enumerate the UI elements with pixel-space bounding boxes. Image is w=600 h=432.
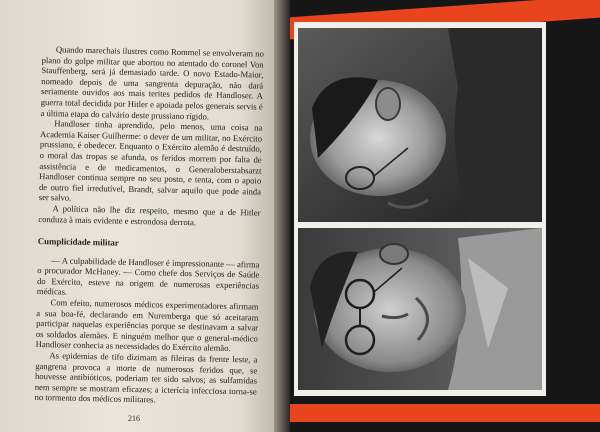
orange-band-bottom (290, 404, 600, 422)
portrait-top-photo (298, 28, 542, 222)
section-heading: Cumplicidade militar (37, 236, 119, 248)
portrait-top-image (298, 28, 542, 222)
left-page (0, 0, 282, 432)
section-paragraph-1: — A culpabilidade de Handloser é impressionante — afirma o procurador McHaney. — Como chefe dos Serviços de Saúde do Exército, esteve na origem de numerosas experiências médicas. (36, 254, 260, 298)
section-paragraph-2: Com efeito, numerosos médicos experimentadores afirmam a sua boa-fé, declarando em Nuremberga que só aceitaram participar naquelas experiências porque se destinavam a salvar os soldados alemães. E ninguém melhor que o general-médico Handloser conhecia as necessidades do Exército alemão. (35, 297, 259, 354)
section-paragraph-3: As epidemias de tifo dizimam as fileiras da frente leste, a gangrena provoca a morte de numerosos feridos que, se houvesse antibióticos, poderiam ter sido salvos; as sulfamidas nem sempre se mostram eficazes; a icterícia infecciosa torna-se no tormento dos médicos militares. (34, 350, 258, 405)
paragraph-3: A política não lhe diz respeito, mesmo que a de Hitler conduza à mais evidente e estrondosa derrota. (38, 203, 261, 227)
right-page (290, 0, 600, 432)
portrait-bottom-image (298, 228, 542, 390)
left-page-text (34, 44, 263, 408)
page-number: 216 (128, 414, 140, 423)
portrait-bottom-photo (298, 228, 542, 390)
paragraph-2: Handloser tinha aprendido, pelo menos, uma coisa na Academia Kaiser Guilherme: o dever de um militar, no Exército prussiano, é obedecer. Enquanto o Exército alemão é destruído, o moral das tropas se afunda, os feridos morrem por falta de assistência e de medicamentos, o Generaloberstabsarzt Handloser continua sempre no seu posto, e tenta, com o apoio de outro fiel irredutível, Brandt, salvar aquilo que pode ainda ser salvo. (38, 118, 263, 203)
paragraph-1: Quando marechais ilustres como Rommel se envolveram no plano do golpe militar que abortou no atentado do coronel Von Stauffenberg, será já demasiado tarde. O novo Estado-Maior, nomeado depois de uma sangrenta depuração, não dará seriamente ouvidos aos mais terites pedidos de Handloser. A guerra total decidida por Hitler e apoiada pelos generais servis é a última etapa do calvário deste prussiano rígido. (40, 44, 264, 122)
photo-frame (294, 22, 546, 396)
